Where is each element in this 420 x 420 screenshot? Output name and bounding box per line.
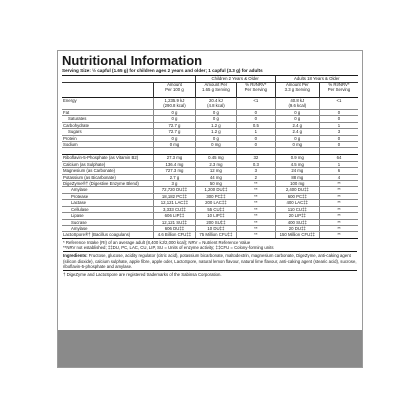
footnote-nrv: **NRV not established; ‡‡DU, PC, LAC, CU, LIP, SU = Units of enzyme activity; ‡‡CFU = Colony-forming units (63, 245, 274, 251)
bottom-bar (58, 330, 362, 367)
cell-value: 400 LAC‡‡ (275, 200, 319, 206)
cell-value: 600 PC‡‡ (275, 193, 319, 199)
cell-value: 2.3 mg (195, 161, 236, 167)
cell-value: 3,333 CU‡‡ (154, 206, 195, 212)
cell-value: 2.4 g (275, 122, 319, 128)
cell-value: 0 g (275, 135, 319, 141)
row-label: LactoSpore®† (Bacillus coagulans) (62, 232, 154, 238)
footnotes (62, 239, 358, 278)
cell-value: 0 mg (154, 142, 195, 148)
cell-value: 606 LIP‡‡ (154, 213, 195, 219)
cell-value: 0.5 (237, 122, 275, 128)
cell-value: 0 (319, 135, 358, 141)
cell-value: ** (237, 193, 275, 199)
cell-value: 110 CU‡‡ (275, 206, 319, 212)
column-header-1: Amount Per 100 g (154, 83, 195, 98)
column-header-4: Amount Per 3.3 g Serving (275, 83, 319, 98)
cell-value: ** (237, 181, 275, 187)
cell-value: 200 SU‡‡ (195, 219, 236, 225)
cell-value: 12 mg (195, 168, 236, 174)
cell-value: 0 g (195, 116, 236, 122)
cell-value: 12,121 SU‡‡ (154, 219, 195, 225)
cell-value: 0 g (154, 110, 195, 116)
row-label (62, 148, 154, 155)
ingredients-text: Fructose, glucose, acidity regulator (citric acid), potassium bicarbonate, maltodextrin, magnesium carbonate, DigeZyme, anti-caking agent (silicon dioxide), calcium sulphate, apple fibre, apple oder, LactoSpore, natural lemon flavour, natural lime flavour, anti-caking agent (stearic acid), sucrose, riboflavin-5-phosphate and amylase. (63, 253, 357, 269)
cell-value: 10 LIP‡‡ (195, 213, 236, 219)
cell-value: 0 (237, 116, 275, 122)
column-header-5: % RI/NRV* Per Serving (319, 83, 358, 98)
cell-value (237, 148, 275, 155)
cell-value: 0 (319, 116, 358, 122)
nutrition-table (62, 76, 358, 239)
cell-value: 72.7 g (154, 129, 195, 135)
cell-value: 75 Million CFU‡‡ (195, 232, 236, 238)
cell-value: 0 (319, 142, 358, 148)
cell-value (319, 148, 358, 155)
cell-value: ** (319, 232, 358, 238)
nutrition-panel (57, 50, 363, 368)
cell-value: 300 PC‡‡ (195, 193, 236, 199)
cell-value: 1.2 g (195, 129, 236, 135)
cell-value: 1,200 DU‡‡ (195, 187, 236, 193)
cell-value: 6 (319, 168, 358, 174)
cell-value: 200 LAC‡‡ (195, 200, 236, 206)
row-label: Carbohydrate (62, 122, 154, 128)
cell-value (154, 148, 195, 155)
cell-value (195, 148, 236, 155)
cell-value: ** (319, 193, 358, 199)
table-row (62, 98, 358, 110)
cell-value: 3 g (154, 181, 195, 187)
row-label: Protein (62, 135, 154, 141)
row-label: Amylase (62, 225, 154, 231)
cell-value: 12,121 LAC‡‡ (154, 200, 195, 206)
cell-value: 1,235.9 kJ (290.8 kcal) (154, 98, 195, 110)
cell-value: 0 g (275, 110, 319, 116)
footnote-ri: * Reference Intake (RI) of an average adult (8,400 kJ/2,000 kcal); NRV = Nutrient Reference Value (63, 239, 251, 245)
cell-value: ** (319, 181, 358, 187)
cell-value: ** (237, 213, 275, 219)
cell-value: ** (237, 232, 275, 238)
row-label: Calcium (as Sulphate) (62, 161, 154, 167)
cell-value: 400 SU‡‡ (275, 219, 319, 225)
row-label: Saturates (62, 116, 154, 122)
cell-value: ** (237, 225, 275, 231)
row-label: Potassium (as Bicarbonate) (62, 174, 154, 180)
cell-value: ** (319, 219, 358, 225)
cell-value: 44 mg (195, 174, 236, 180)
cell-value: 0 (237, 110, 275, 116)
cell-value: 2,400 DU‡‡ (275, 187, 319, 193)
cell-value: 0.3 (237, 161, 275, 167)
cell-value: 1 (319, 161, 358, 167)
cell-value: 727.3 mg (154, 168, 195, 174)
cell-value: ** (237, 187, 275, 193)
cell-value: ** (319, 225, 358, 231)
panel-title: Nutritional Information (62, 53, 203, 68)
table-row (62, 148, 358, 155)
row-label: Energy (62, 98, 154, 110)
cell-value: 55 CU‡‡ (195, 206, 236, 212)
cell-value: 0.9 mg (275, 155, 319, 161)
cell-value: 0 (319, 110, 358, 116)
cell-value: 0 mg (275, 142, 319, 148)
column-header-3: % RI/NRV* Per Serving (237, 83, 275, 98)
cell-value: 3 (319, 129, 358, 135)
cell-value: 0 g (195, 135, 236, 141)
row-label: Lipase (62, 213, 154, 219)
cell-value: ** (319, 213, 358, 219)
cell-value: ** (319, 200, 358, 206)
row-label: DigeZyme®† (Digestive Enzyme Blend) (62, 181, 154, 187)
cell-value: 4.5 mg (275, 161, 319, 167)
cell-value: 0 g (275, 116, 319, 122)
cell-value: 0 (237, 135, 275, 141)
cell-value: 0 mg (195, 142, 236, 148)
cell-value: 20.4 kJ (4.8 kcal) (195, 98, 236, 110)
cell-value: 1.2 g (195, 122, 236, 128)
cell-value: 24 mg (275, 168, 319, 174)
row-label: Cellulase (62, 206, 154, 212)
cell-value: 0 g (154, 135, 195, 141)
row-label: Sodium (62, 142, 154, 148)
cell-value: 0 (237, 142, 275, 148)
cell-value: 88 mg (275, 174, 319, 180)
cell-value: 10 DU‡‡ (195, 225, 236, 231)
cell-value: ** (319, 206, 358, 212)
cell-value: 4 (319, 174, 358, 180)
column-header-2: Amount Per 1.65 g Serving (195, 83, 236, 98)
ingredients (63, 251, 357, 269)
cell-value: 32 (237, 155, 275, 161)
cell-value: 40.8 kJ (9.6 kcal) (275, 98, 319, 110)
cell-value: 2.7 g (154, 174, 195, 180)
nutrition-rows (62, 98, 358, 239)
cell-value (275, 148, 319, 155)
row-label: Sucrase (62, 219, 154, 225)
row-label: Sugars (62, 129, 154, 135)
cell-value: <1 (237, 98, 275, 110)
cell-value: 2.4 g (275, 129, 319, 135)
row-label: Protease (62, 193, 154, 199)
ingredients-label: Ingredients: (63, 253, 88, 259)
cell-value: ** (319, 187, 358, 193)
cell-value: 4.6 Billion CFU‡‡ (154, 232, 195, 238)
cell-value: 20 DU‡‡ (275, 225, 319, 231)
cell-value: 50 mg (195, 181, 236, 187)
cell-value: 100 mg (275, 181, 319, 187)
row-label: Lactase (62, 200, 154, 206)
serving-size: Serving Size: ½ capful (1.65 g) for children ages 2 years and older; 1 capful (3.3 g) for adults (62, 68, 358, 76)
table-row (62, 232, 358, 238)
cell-value: <1 (319, 98, 358, 110)
cell-value: 20 LIP‡‡ (275, 213, 319, 219)
row-label: Magnesium (as Carbonate) (62, 168, 154, 174)
cell-value: 606 DU‡‡ (154, 225, 195, 231)
group-header-adults: Adults 18 Years & Older (275, 76, 358, 83)
cell-value: 150 Million CFU‡‡ (275, 232, 319, 238)
cell-value: 72,720 DU‡‡ (154, 187, 195, 193)
row-label: Fat (62, 110, 154, 116)
cell-value: 1 (237, 129, 275, 135)
cell-value: ** (237, 219, 275, 225)
cell-value: 0 g (195, 110, 236, 116)
column-header-row (62, 83, 358, 98)
cell-value: 27.3 mg (154, 155, 195, 161)
cell-value: 72.7 g (154, 122, 195, 128)
cell-value: 18,182 PC‡‡ (154, 193, 195, 199)
cell-value: 3 (237, 168, 275, 174)
trademark-note: † DigeZyme and LactoSpore are registered trademarks of the Sabinsa Corporation. (63, 270, 357, 277)
cell-value: ** (237, 200, 275, 206)
cell-value: 0.45 mg (195, 155, 236, 161)
cell-value: 64 (319, 155, 358, 161)
column-header-0 (62, 83, 154, 98)
cell-value: 0 g (154, 116, 195, 122)
row-label: Amylase (62, 187, 154, 193)
cell-value: 2 (237, 174, 275, 180)
cell-value: 136.4 mg (154, 161, 195, 167)
cell-value: ** (237, 206, 275, 212)
cell-value: 1 (319, 122, 358, 128)
group-header-children: Children 2 Years & Older (195, 76, 275, 83)
row-label: Riboflavin-5-Phosphate (as Vitamin B2) (62, 155, 154, 161)
